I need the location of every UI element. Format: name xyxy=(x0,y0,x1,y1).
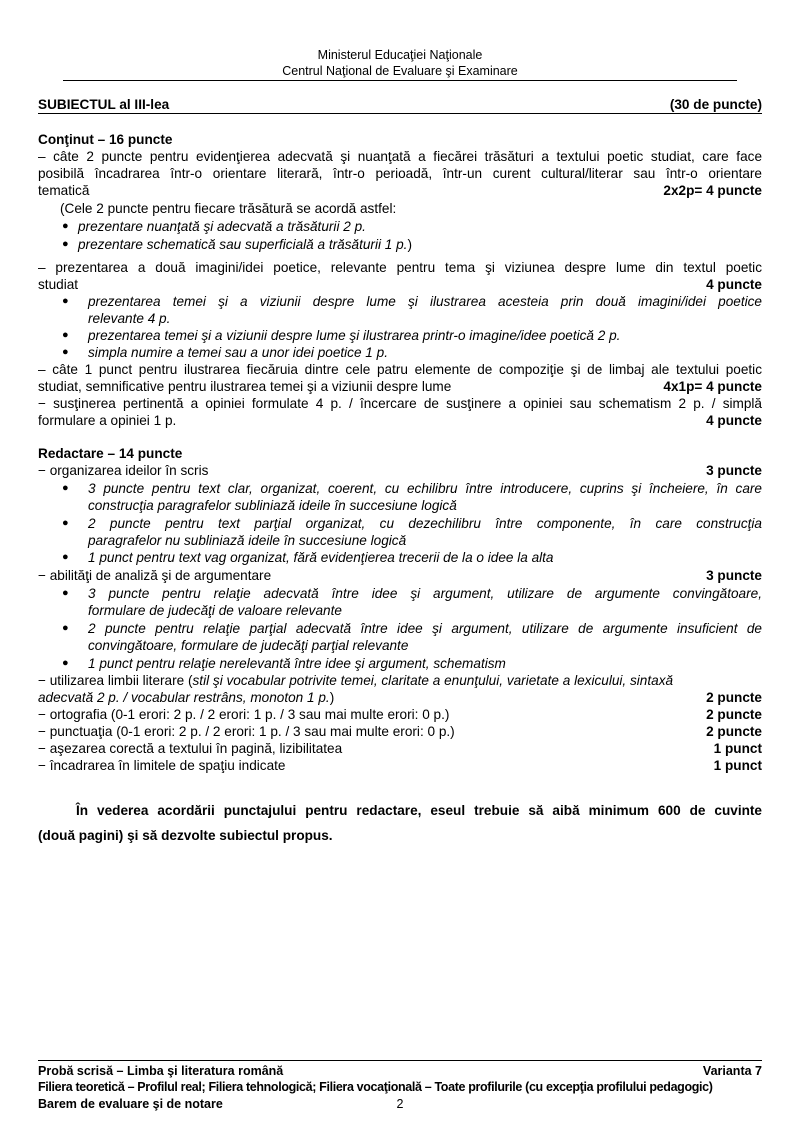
redactare-heading: Redactare – 14 puncte xyxy=(38,446,183,461)
bullet-dot: ● xyxy=(62,551,69,563)
redactare-item-2-bullet-1-line-2: formulare de judecăţi de valoare relevante xyxy=(88,603,342,618)
bullet-dot: ● xyxy=(62,517,69,529)
redactare-item-7 xyxy=(38,757,762,774)
subject-title: SUBIECTUL al III-lea xyxy=(38,97,170,112)
content-item-1-bullet-2-close: ) xyxy=(407,237,412,252)
content-item-2-line-1: – prezentarea a două imagini/idei poetice, relevante pentru tema şi viziunea despre lume din textul poetic xyxy=(38,260,762,275)
redactare-item-1-bullet-2-line-2: paragrafelor nu subliniază ideile în succesiune logică xyxy=(88,533,407,548)
bullet-dot: ● xyxy=(62,238,69,250)
redactare-item-5 xyxy=(38,723,762,740)
page-number: 2 xyxy=(396,1097,404,1111)
redactare-item-3-line-2-text xyxy=(38,689,334,706)
redactare-item-1-score: 3 puncte xyxy=(706,463,762,478)
content-item-4-line-1: − susţinerea pertinentă a opiniei formulate 4 p. / încercare de susţinere a opiniei sau schematism 2 p. / simplă xyxy=(38,396,762,411)
footer-line-1 xyxy=(38,1063,762,1079)
content-item-2-bullet-2: prezentarea temei şi a viziunii despre lume şi ilustrarea printr-o imagine/idee poetică 2 p. xyxy=(88,328,621,343)
redactare-item-7-text: − încadrarea în limitele de spaţiu indicate xyxy=(38,758,286,773)
ministry-name: Ministerul Educaţiei Naţionale xyxy=(317,48,483,62)
bullet-dot: ● xyxy=(62,622,69,634)
redactare-item-6 xyxy=(38,740,762,757)
bullet-dot: ● xyxy=(62,482,69,494)
redactare-item-4 xyxy=(38,706,762,723)
content-item-1-line-2: posibilă încadrarea într-o orientare literară, într-o perioadă, într-un curent cultural/literar sau într-o orientare xyxy=(38,166,762,181)
bullet-dot: ● xyxy=(62,657,69,669)
content-item-1-bullet-2-text: prezentare schematică sau superficială a trăsăturii 1 p. xyxy=(78,237,408,252)
essay-requirement-line-2: (două pagini) şi să dezvolte subiectul propus. xyxy=(38,828,333,843)
content-item-2-text-end: studiat xyxy=(38,277,79,292)
content-item-3-line-2 xyxy=(38,378,762,395)
redactare-item-2-bullet-1-line-1: 3 puncte pentru relaţie adecvată între idee şi argument, utilizare de argumente convingătoare, xyxy=(88,586,762,601)
footer-divider xyxy=(38,1060,762,1061)
header-divider xyxy=(63,80,737,81)
bullet-dot: ● xyxy=(62,295,69,307)
content-item-4-score: 4 puncte xyxy=(706,413,762,428)
redactare-item-7-score: 1 punct xyxy=(713,758,762,773)
subject-points: (30 de puncte) xyxy=(669,97,762,112)
redactare-item-1-bullet-2-line-1: 2 puncte pentru text parţial organizat, cu dezechilibru între componente, în care construcţia xyxy=(88,516,762,531)
bullet-dot: ● xyxy=(62,220,69,232)
redactare-item-3-close: ) xyxy=(329,690,335,705)
redactare-item-1-bullet-1-line-2: construcţia paragrafelor subliniază ideile în succesiune logică xyxy=(88,498,457,513)
content-item-3-line-1: – câte 1 punct pentru ilustrarea fiecăruia dintre cele patru elemente de compoziţie şi de limbaj ale textului poetic xyxy=(38,362,762,377)
content-item-1-bullet-1: prezentare nuanţată şi adecvată a trăsăturii 2 p. xyxy=(78,219,366,234)
content-item-1-score: 2x2p= 4 puncte xyxy=(663,183,762,198)
content-item-2-score: 4 puncte xyxy=(706,277,762,292)
redactare-item-2-text: − abilităţi de analiză şi de argumentare xyxy=(38,568,272,583)
redactare-item-5-text: − punctuaţia (0-1 erori: 2 p. / 2 erori: 1 p. / 3 sau mai multe erori: 0 p.) xyxy=(38,724,455,739)
content-item-2-bullet-3: simpla numire a temei sau a unor idei poetice 1 p. xyxy=(88,345,388,360)
bullet-dot: ● xyxy=(62,587,69,599)
redactare-item-3-score: 2 puncte xyxy=(706,690,762,705)
footer-variant: Varianta 7 xyxy=(702,1064,762,1078)
redactare-item-1-bullet-1-line-1: 3 puncte pentru text clar, organizat, coerent, cu echilibru între introducere, cuprins şi încheiere, în care xyxy=(88,481,762,496)
subject-title-row xyxy=(38,97,762,114)
redactare-item-1-text: − organizarea ideilor în scris xyxy=(38,463,209,478)
footer-filiera: Filiera teoretică – Profilul real; Filiera tehnologică; Filiera vocaţională – Toate profilurile (cu excepţia profilului pedagogic) xyxy=(38,1080,713,1094)
content-item-1-line-1: – câte 2 puncte pentru evidenţierea adecvată şi nuanţată a fiecărei trăsături a textului poetic studiat, care face xyxy=(38,149,762,164)
content-item-1-text-end: tematică xyxy=(38,183,90,198)
footer-barem: Barem de evaluare şi de notare xyxy=(38,1097,223,1111)
content-item-3-text-end: studiat, semnificative pentru ilustrarea temei şi a viziunii despre lume xyxy=(38,379,452,394)
content-item-2-bullet-1-line-1: prezentarea temei şi a viziunii despre lume şi ilustrarea acesteia prin două imagini/idei poetice xyxy=(88,294,762,309)
redactare-item-1-bullet-3: 1 punct pentru text vag organizat, fără evidenţierea trecerii de la o idee la alta xyxy=(88,550,554,565)
redactare-item-3-line-2 xyxy=(38,689,762,706)
redactare-item-5-score: 2 puncte xyxy=(706,724,762,739)
redactare-item-2-bullet-3: 1 punct pentru relaţie nerelevantă între idee şi argument, schematism xyxy=(88,656,506,671)
redactare-item-3-prefix: − utilizarea limbii literare ( xyxy=(38,673,193,688)
bullet-dot: ● xyxy=(62,346,69,358)
content-item-2-bullet-1-line-2: relevante 4 p. xyxy=(88,311,171,326)
content-item-4-line-2 xyxy=(38,412,762,429)
redactare-item-2 xyxy=(38,567,762,584)
redactare-item-2-score: 3 puncte xyxy=(706,568,762,583)
content-item-3-score: 4x1p= 4 puncte xyxy=(663,379,762,394)
content-item-4-text-end: formulare a opiniei 1 p. xyxy=(38,413,177,428)
redactare-item-3-line-1 xyxy=(38,672,762,689)
redactare-item-2-bullet-2-line-1: 2 puncte pentru relaţie parţial adecvată între idee şi argument, utilizare de argumente insuficient de xyxy=(88,621,762,636)
redactare-item-4-text: − ortografia (0-1 erori: 2 p. / 2 erori: 1 p. / 3 sau mai multe erori: 0 p.) xyxy=(38,707,450,722)
redactare-item-6-score: 1 punct xyxy=(713,741,762,756)
content-item-1-note: (Cele 2 puncte pentru fiecare trăsătură se acordă astfel: xyxy=(60,201,397,216)
content-item-2-line-2 xyxy=(38,276,762,293)
content-item-1-bullet-2 xyxy=(78,236,412,253)
center-name: Centrul Naţional de Evaluare şi Examinare xyxy=(282,64,518,78)
redactare-item-2-bullet-2-line-2: convingătoare, formulare de judecăţi parţial relevante xyxy=(88,638,409,653)
footer-exam-name: Probă scrisă – Limba şi literatura română xyxy=(38,1064,284,1078)
bullet-dot: ● xyxy=(62,329,69,341)
essay-requirement-line-1: În vederea acordării punctajului pentru redactare, eseul trebuie să aibă minimum 600 de cuvinte xyxy=(76,803,762,818)
content-item-1-line-3 xyxy=(38,182,762,199)
redactare-item-3-text-cont: adecvată 2 p. / vocabular restrâns, monoton 1 p. xyxy=(38,690,330,705)
redactare-item-6-text: − aşezarea corectă a textului în pagină, lizibilitatea xyxy=(38,741,343,756)
redactare-item-4-score: 2 puncte xyxy=(706,707,762,722)
content-heading: Conţinut – 16 puncte xyxy=(38,132,173,147)
redactare-item-1 xyxy=(38,462,762,479)
redactare-item-3-text: stil şi vocabular potrivite temei, claritate a enunţului, varietate a lexicului, sintaxă xyxy=(192,673,674,688)
